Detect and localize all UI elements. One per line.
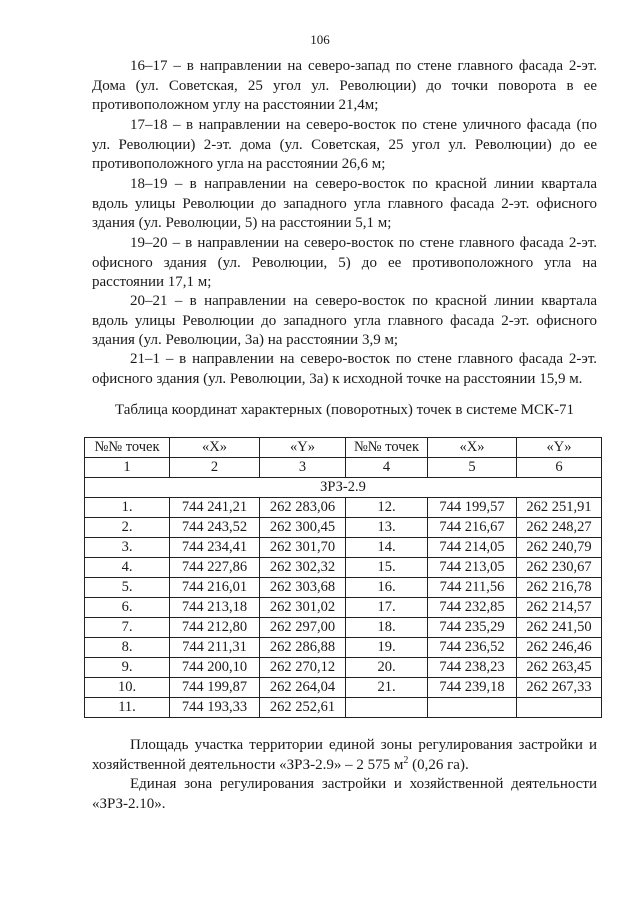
y-coordinate-cell: 262 286,88	[260, 638, 346, 658]
paragraph-18-19: 18–19 – в направлении на северо-восток по красной линии квартала вдоль улицы Революции до западного угла главного фасада 2-эт. офисного здания (ул. Революции, 5) на расстоянии 5,1 м;	[92, 176, 597, 231]
x-coordinate-cell: 744 243,52	[170, 518, 260, 538]
y-coordinate-cell: 262 301,70	[260, 538, 346, 558]
column-number: 3	[260, 458, 346, 478]
header-y: «Y»	[517, 438, 602, 458]
point-number-cell: 4.	[85, 558, 170, 578]
x-coordinate-cell: 744 214,05	[428, 538, 517, 558]
point-number-cell: 9.	[85, 658, 170, 678]
y-coordinate-cell: 262 301,02	[260, 598, 346, 618]
point-number-cell: 7.	[85, 618, 170, 638]
table-row	[85, 678, 602, 698]
header-point-number: №№ точек	[346, 438, 428, 458]
y-coordinate-cell: 262 270,12	[260, 658, 346, 678]
table-row	[85, 618, 602, 638]
x-coordinate-cell: 744 200,10	[170, 658, 260, 678]
area-text-after: (0,26 га).	[408, 756, 469, 773]
paragraph-19-20: 19–20 – в направлении на северо-восток по стене главного фасада 2-эт. офисного здания (ул. Революции, 5) до ее противоположного угла на расстоянии 17,1 м;	[92, 235, 597, 290]
x-coordinate-cell: 744 213,05	[428, 558, 517, 578]
x-coordinate-cell: 744 216,01	[170, 578, 260, 598]
x-coordinate-cell: 744 227,86	[170, 558, 260, 578]
x-coordinate-cell: 744 211,31	[170, 638, 260, 658]
x-coordinate-cell: 744 213,18	[170, 598, 260, 618]
point-number-cell: 2.	[85, 518, 170, 538]
point-number-cell: 11.	[85, 698, 170, 718]
point-number-cell: 21.	[346, 678, 428, 698]
y-coordinate-cell	[517, 698, 602, 718]
point-number-cell: 10.	[85, 678, 170, 698]
table-header-row	[85, 438, 602, 458]
column-number: 2	[170, 458, 260, 478]
y-coordinate-cell: 262 214,57	[517, 598, 602, 618]
point-number-cell: 14.	[346, 538, 428, 558]
x-coordinate-cell: 744 211,56	[428, 578, 517, 598]
y-coordinate-cell: 262 267,33	[517, 678, 602, 698]
point-number-cell: 20.	[346, 658, 428, 678]
x-coordinate-cell: 744 199,57	[428, 498, 517, 518]
x-coordinate-cell	[428, 698, 517, 718]
point-number-cell	[346, 698, 428, 718]
y-coordinate-cell: 262 230,67	[517, 558, 602, 578]
y-coordinate-cell: 262 303,68	[260, 578, 346, 598]
y-coordinate-cell: 262 240,79	[517, 538, 602, 558]
table-row	[85, 578, 602, 598]
point-number-cell: 6.	[85, 598, 170, 618]
table-row	[85, 538, 602, 558]
x-coordinate-cell: 744 236,52	[428, 638, 517, 658]
paragraph-20-21: 20–21 – в направлении на северо-восток по красной линии квартала вдоль улицы Революции до западного угла главного фасада 2-эт. офисного здания (ул. Революции, 3а) на расстоянии 3,9 м;	[92, 293, 597, 348]
paragraph-16-17: 16–17 – в направлении на северо-запад по стене главного фасада 2-эт. Дома (ул. Советская, 25 угол ул. Революции) до точки поворота в ее противоположном углу на расстоянии 21,4м;	[92, 58, 597, 113]
closing-paragraph: Единая зона регулирования застройки и хозяйственной деятельности «ЗРЗ-2.10».	[92, 776, 597, 812]
area-superscript: 2	[403, 754, 409, 766]
header-x: «X»	[428, 438, 517, 458]
y-coordinate-cell: 262 216,78	[517, 578, 602, 598]
y-coordinate-cell: 262 297,00	[260, 618, 346, 638]
table-row	[85, 558, 602, 578]
area-paragraph	[92, 736, 597, 775]
point-number-cell: 18.	[346, 618, 428, 638]
y-coordinate-cell: 262 251,91	[517, 498, 602, 518]
table-row	[85, 698, 602, 718]
x-coordinate-cell: 744 193,33	[170, 698, 260, 718]
x-coordinate-cell: 744 238,23	[428, 658, 517, 678]
x-coordinate-cell: 744 232,85	[428, 598, 517, 618]
x-coordinate-cell: 744 199,87	[170, 678, 260, 698]
y-coordinate-cell: 262 241,50	[517, 618, 602, 638]
point-number-cell: 15.	[346, 558, 428, 578]
point-number-cell: 5.	[85, 578, 170, 598]
x-coordinate-cell: 744 216,67	[428, 518, 517, 538]
point-number-cell: 13.	[346, 518, 428, 538]
y-coordinate-cell: 262 263,45	[517, 658, 602, 678]
column-number: 6	[517, 458, 602, 478]
y-coordinate-cell: 262 302,32	[260, 558, 346, 578]
header-x: «X»	[170, 438, 260, 458]
table-row	[85, 658, 602, 678]
y-coordinate-cell: 262 246,46	[517, 638, 602, 658]
paragraph-17-18: 17–18 – в направлении на северо-восток по стене уличного фасада (по ул. Революции) 2-эт. дома (ул. Советская, 25 угол ул. Революции) до ее противоположного угла на расстоянии 26,6 м;	[92, 117, 597, 172]
table-row	[85, 638, 602, 658]
area-text: Площадь участка территории единой зоны регулирования застройки и хозяйственной деятельности «ЗРЗ-2.9» – 2 575 м	[92, 737, 597, 773]
table-zone-row	[85, 478, 602, 498]
table-row	[85, 598, 602, 618]
column-number: 5	[428, 458, 517, 478]
point-number-cell: 19.	[346, 638, 428, 658]
point-number-cell: 12.	[346, 498, 428, 518]
x-coordinate-cell: 744 234,41	[170, 538, 260, 558]
y-coordinate-cell: 262 283,06	[260, 498, 346, 518]
header-y: «Y»	[260, 438, 346, 458]
page-number: 106	[310, 32, 330, 47]
x-coordinate-cell: 744 241,21	[170, 498, 260, 518]
coordinates-table	[84, 437, 602, 718]
table-row	[85, 518, 602, 538]
y-coordinate-cell: 262 248,27	[517, 518, 602, 538]
table-column-numbers-row	[85, 458, 602, 478]
y-coordinate-cell: 262 300,45	[260, 518, 346, 538]
point-number-cell: 3.	[85, 538, 170, 558]
column-number: 4	[346, 458, 428, 478]
paragraph-21-1: 21–1 – в направлении на северо-восток по стене главного фасада 2-эт. офисного здания (ул. Революции, 3а) к исходной точке на расстоянии 15,9 м.	[92, 351, 597, 387]
y-coordinate-cell: 262 252,61	[260, 698, 346, 718]
point-number-cell: 8.	[85, 638, 170, 658]
point-number-cell: 16.	[346, 578, 428, 598]
point-number-cell: 17.	[346, 598, 428, 618]
point-number-cell: 1.	[85, 498, 170, 518]
column-number: 1	[85, 458, 170, 478]
table-row	[85, 498, 602, 518]
y-coordinate-cell: 262 264,04	[260, 678, 346, 698]
table-caption: Таблица координат характерных (поворотных) точек в системе МСК-71	[114, 402, 575, 418]
x-coordinate-cell: 744 212,80	[170, 618, 260, 638]
header-point-number: №№ точек	[85, 438, 170, 458]
zone-label: ЗРЗ-2.9	[85, 478, 602, 498]
x-coordinate-cell: 744 235,29	[428, 618, 517, 638]
x-coordinate-cell: 744 239,18	[428, 678, 517, 698]
